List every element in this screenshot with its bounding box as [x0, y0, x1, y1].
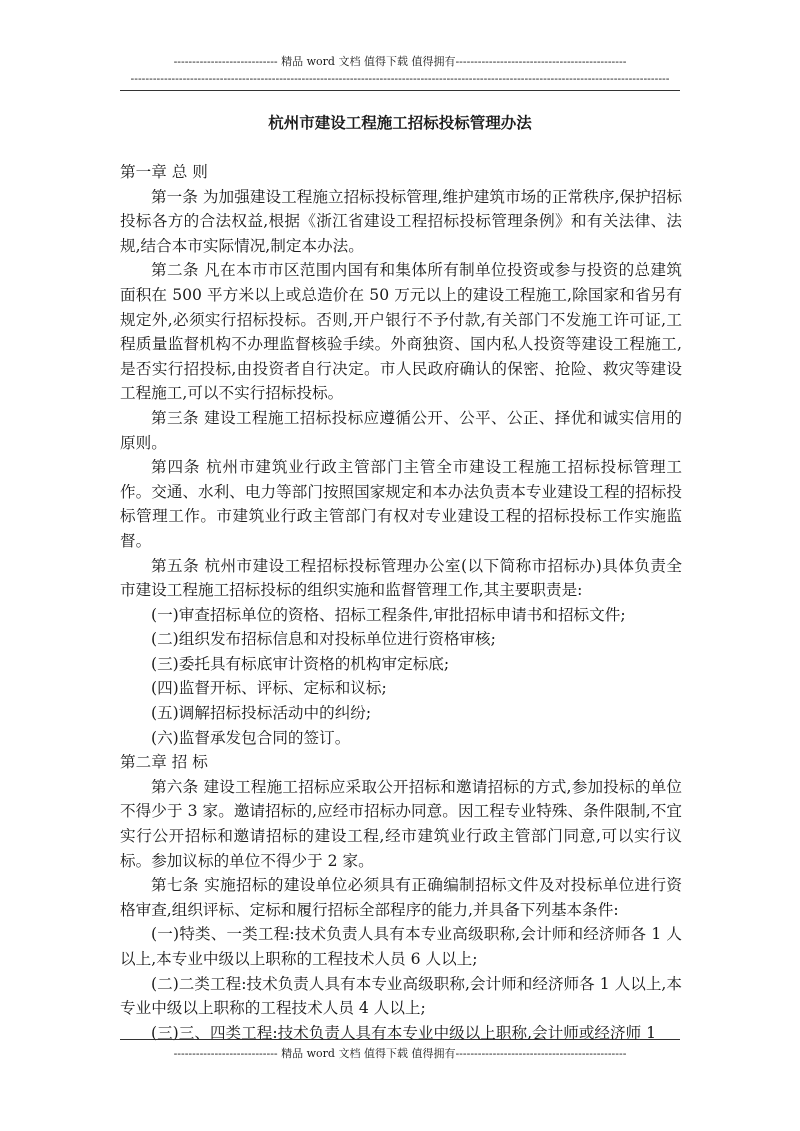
chapter-heading: 第二章 招 标 [120, 753, 208, 772]
page-header-dashes: ------------------------------------------------------------------------------------------------------------------------------------------------- [130, 72, 670, 85]
document-title: 杭州市建设工程施工招标投标管理办法 [268, 113, 532, 132]
list-item: (三)委托具有标底审计资格的机构审定标底; [151, 654, 450, 673]
list-item: (四)监督开标、评标、定标和议标; [151, 679, 387, 698]
article-paragraph: 第五条 杭州市建设工程招标投标管理办公室(以下简称市招标办)具体负责全市建设工程施工招标投标的组织实施和监督管理工作,其主要职责是: [120, 556, 682, 600]
article-paragraph: 第四条 杭州市建筑业行政主管部门主管全市建设工程施工招标投标管理工作。交通、水利、电力等部门按照国家规定和本办法负责本专业建设工程的招标投标管理工作。市建筑业行政主管部门有权对专业建设工程的招标投标工作实施监督。 [120, 458, 682, 550]
page-footer-banner: ---------------------------- 精品 word 文档 值得下载 值得拥有---------------------------------------------- [173, 1047, 627, 1060]
header-rule [120, 90, 680, 91]
article-paragraph: 第六条 建设工程施工招标应采取公开招标和邀请招标的方式,参加投标的单位不得少于 3 家。邀请招标的,应经市招标办同意。因工程专业特殊、条件限制,不宜实行公开招标和邀请招标的建设工程,经市建筑业行政主管部门同意,可以实行议标。参加议标的单位不得少于 2 家。 [120, 777, 682, 870]
document-body [120, 160, 682, 1045]
article-paragraph: 第一条 为加强建设工程施立招标投标管理,维护建筑市场的正常秩序,保护招标投标各方的合法权益,根据《浙江省建设工程招标投标管理条例》和有关法律、法规,结合本市实际情况,制定本办法。 [120, 187, 682, 255]
list-item: (二)二类工程:技术负责人具有本专业高级职称,会计师和经济师各 1 人以上,本专业中级以上职称的工程技术人员 4 人以上; [120, 974, 682, 1018]
list-item: (一)特类、一类工程:技术负责人具有本专业高级职称,会计师和经济师各 1 人以上,本专业中级以上职称的工程技术人员 6 人以上; [120, 925, 682, 968]
list-item: (三)三、四类工程:技术负责人具有本专业中级以上职称,会计师或经济师 1 [151, 1023, 657, 1042]
article-paragraph: 第七条 实施招标的建设单位必须具有正确编制招标文件及对投标单位进行资格审查,组织评标、定标和履行招标全部程序的能力,并具备下列基本条件: [120, 876, 682, 919]
list-item: (五)调解招标投标活动中的纠纷; [151, 704, 372, 723]
article-paragraph: 第二条 凡在本市市区范围内国有和集体所有制单位投资或参与投资的总建筑面积在 500 平方米以上或总造价在 50 万元以上的建设工程施工,除国家和省另有规定外,必须实行招标投标。否则,开户银行不予付款,有关部门不发施工许可证,工程质量监督机构不办理监督核验手续。外商独资、国内私人投资等建设工程施工,是否实行招投标,由投资者自行决定。市人民政府确认的保密、抢险、救灾等建设工程施工,可以不实行招标投标。 [120, 261, 682, 403]
footer-rule [120, 1039, 680, 1040]
list-item: (一)审查招标单位的资格、招标工程条件,审批招标申请书和招标文件; [151, 605, 626, 624]
list-item: (二)组织发布招标信息和对投标单位进行资格审核; [151, 630, 496, 649]
page-header-banner: ---------------------------- 精品 word 文档 值得下载 值得拥有---------------------------------------------- [173, 55, 627, 68]
article-paragraph: 第三条 建设工程施工招标投标应遵循公开、公平、公正、择优和诚实信用的原则。 [120, 408, 682, 452]
list-item: (六)监督承发包合同的签订。 [151, 728, 351, 747]
chapter-heading: 第一章 总 则 [120, 163, 208, 181]
